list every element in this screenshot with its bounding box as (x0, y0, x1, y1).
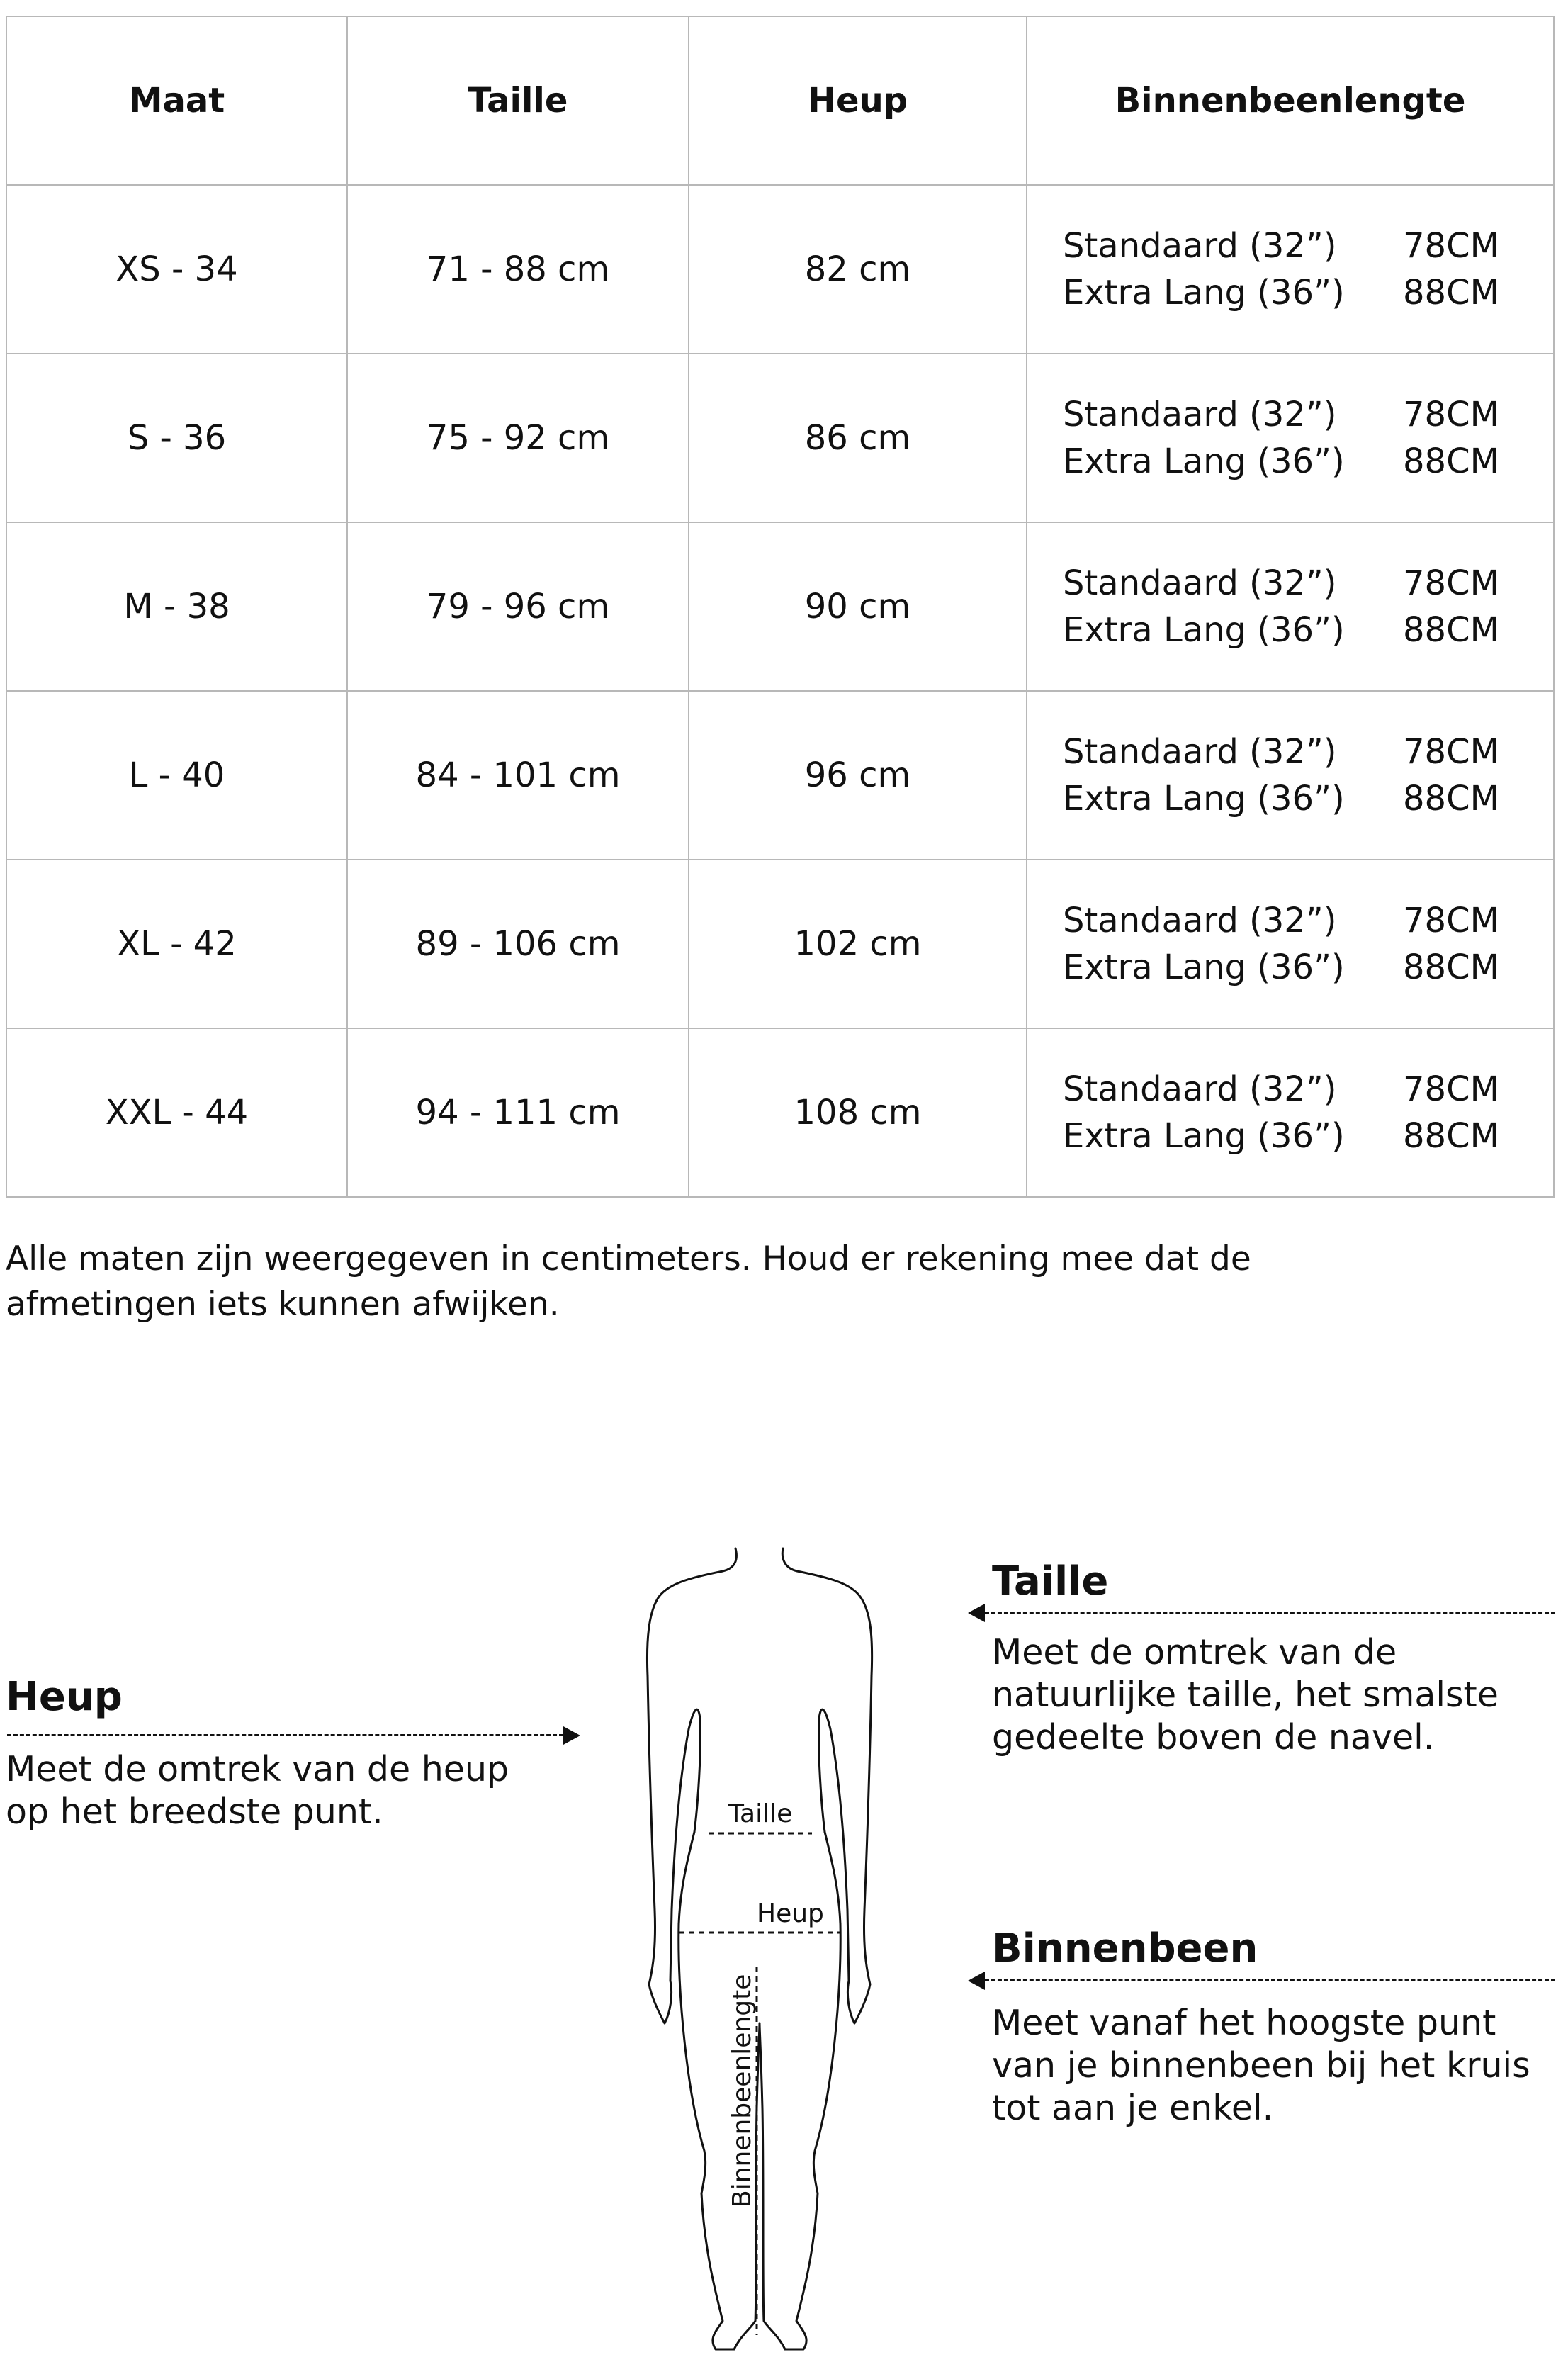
cell-size: S - 36 (6, 354, 347, 522)
inseam-standard-value: 78CM (1403, 732, 1500, 772)
header-waist: Taille (347, 16, 689, 185)
inseam-long-label: Extra Lang (36”) (1063, 1116, 1345, 1156)
inseam-standard-label: Standaard (32”) (1063, 226, 1337, 266)
hip-guide-body (6, 1748, 558, 1833)
table-row (6, 860, 1554, 1028)
cell-inseam (1027, 860, 1554, 1028)
cell-inseam (1027, 522, 1554, 691)
inseam-standard (1063, 560, 1553, 607)
inseam-long-label: Extra Lang (36”) (1063, 442, 1345, 481)
size-table (6, 16, 1555, 1198)
header-inseam: Binnenbeenlengte (1027, 16, 1554, 185)
measurement-note: Alle maten zijn weergegeven in centimeters. Houd er rekening mee dat de afmetingen iets kunnen afwijken. (6, 1239, 1251, 1324)
inseam-standard-label: Standaard (32”) (1063, 732, 1337, 772)
inseam-long-label: Extra Lang (36”) (1063, 947, 1345, 987)
cell-waist: 84 - 101 cm (347, 691, 689, 860)
inseam-guide-title: Binnenbeen (992, 1925, 1258, 1972)
cell-inseam (1027, 1028, 1554, 1197)
cell-hip: 90 cm (689, 522, 1027, 691)
arrow-left-icon (968, 1604, 985, 1622)
inseam-long-value: 88CM (1403, 779, 1500, 819)
table-row (6, 1028, 1554, 1197)
inseam-long-value: 88CM (1403, 947, 1500, 987)
cell-hip: 96 cm (689, 691, 1027, 860)
inseam-long (1063, 607, 1553, 653)
inseam-guide-description: Meet vanaf het hoogste punt van je binnenbeen bij het kruis tot aan je enkel. (992, 2003, 1530, 2128)
cell-size: XS - 34 (6, 185, 347, 354)
inseam-standard-value: 78CM (1403, 563, 1500, 603)
body-silhouette-icon (609, 1541, 907, 2356)
inseam-long-label: Extra Lang (36”) (1063, 779, 1345, 819)
waist-guide-body (992, 1631, 1559, 1759)
table-row (6, 185, 1554, 354)
inseam-standard-value: 78CM (1403, 901, 1500, 940)
cell-size: M - 38 (6, 522, 347, 691)
cell-inseam (1027, 185, 1554, 354)
inseam-standard-value: 78CM (1403, 226, 1500, 266)
inseam-standard (1063, 897, 1553, 944)
inseam-standard-label: Standaard (32”) (1063, 395, 1337, 434)
waist-guide-arrow-line (985, 1612, 1555, 1614)
cell-hip: 108 cm (689, 1028, 1027, 1197)
hip-guide-title: Heup (6, 1674, 123, 1720)
inseam-long (1063, 1113, 1553, 1159)
cell-waist: 71 - 88 cm (347, 185, 689, 354)
inseam-long (1063, 269, 1553, 316)
figure-inseam-label: Binnenbeenlengte (728, 1974, 757, 2208)
inseam-standard-value: 78CM (1403, 1069, 1500, 1109)
waist-guide-title: Taille (992, 1558, 1109, 1604)
cell-hip: 102 cm (689, 860, 1027, 1028)
inseam-long (1063, 944, 1553, 991)
inseam-guide-arrow-line (985, 1979, 1555, 1981)
cell-size: XL - 42 (6, 860, 347, 1028)
inseam-long-value: 88CM (1403, 442, 1500, 481)
header-size: Maat (6, 16, 347, 185)
inseam-guide-body (992, 2002, 1559, 2130)
cell-waist: 75 - 92 cm (347, 354, 689, 522)
inseam-guide (992, 1924, 1559, 1974)
cell-inseam (1027, 691, 1554, 860)
inseam-standard (1063, 223, 1553, 269)
inseam-standard-value: 78CM (1403, 395, 1500, 434)
figure-waist-label: Taille (728, 1799, 793, 1828)
waist-guide (992, 1557, 1559, 1607)
inseam-standard-label: Standaard (32”) (1063, 1069, 1337, 1109)
inseam-long (1063, 438, 1553, 485)
table-row (6, 691, 1554, 860)
header-hip: Heup (689, 16, 1027, 185)
cell-hip: 86 cm (689, 354, 1027, 522)
cell-waist: 89 - 106 cm (347, 860, 689, 1028)
cell-hip: 82 cm (689, 185, 1027, 354)
cell-size: XXL - 44 (6, 1028, 347, 1197)
table-row (6, 354, 1554, 522)
inseam-standard (1063, 729, 1553, 775)
table-row (6, 522, 1554, 691)
inseam-standard-label: Standaard (32”) (1063, 901, 1337, 940)
cell-waist: 94 - 111 cm (347, 1028, 689, 1197)
cell-inseam (1027, 354, 1554, 522)
hip-guide-description: Meet de omtrek van de heup op het breedste punt. (6, 1749, 509, 1832)
cell-waist: 79 - 96 cm (347, 522, 689, 691)
arrow-left-icon (968, 1972, 985, 1990)
hip-guide (6, 1672, 558, 1722)
figure-hip-label: Heup (757, 1899, 824, 1928)
inseam-standard (1063, 1066, 1553, 1113)
arrow-right-icon (563, 1726, 580, 1745)
inseam-long-value: 88CM (1403, 273, 1500, 313)
cell-size: L - 40 (6, 691, 347, 860)
body-figure (609, 1541, 907, 2356)
inseam-long (1063, 775, 1553, 822)
inseam-long-label: Extra Lang (36”) (1063, 610, 1345, 650)
inseam-standard (1063, 391, 1553, 438)
inseam-long-value: 88CM (1403, 1116, 1500, 1156)
hip-guide-arrow-line (7, 1734, 563, 1736)
table-header-row (6, 16, 1554, 185)
inseam-long-label: Extra Lang (36”) (1063, 273, 1345, 313)
waist-guide-description: Meet de omtrek van de natuurlijke taille, het smalste gedeelte boven de navel. (992, 1632, 1499, 1758)
inseam-standard-label: Standaard (32”) (1063, 563, 1337, 603)
inseam-long-value: 88CM (1403, 610, 1500, 650)
